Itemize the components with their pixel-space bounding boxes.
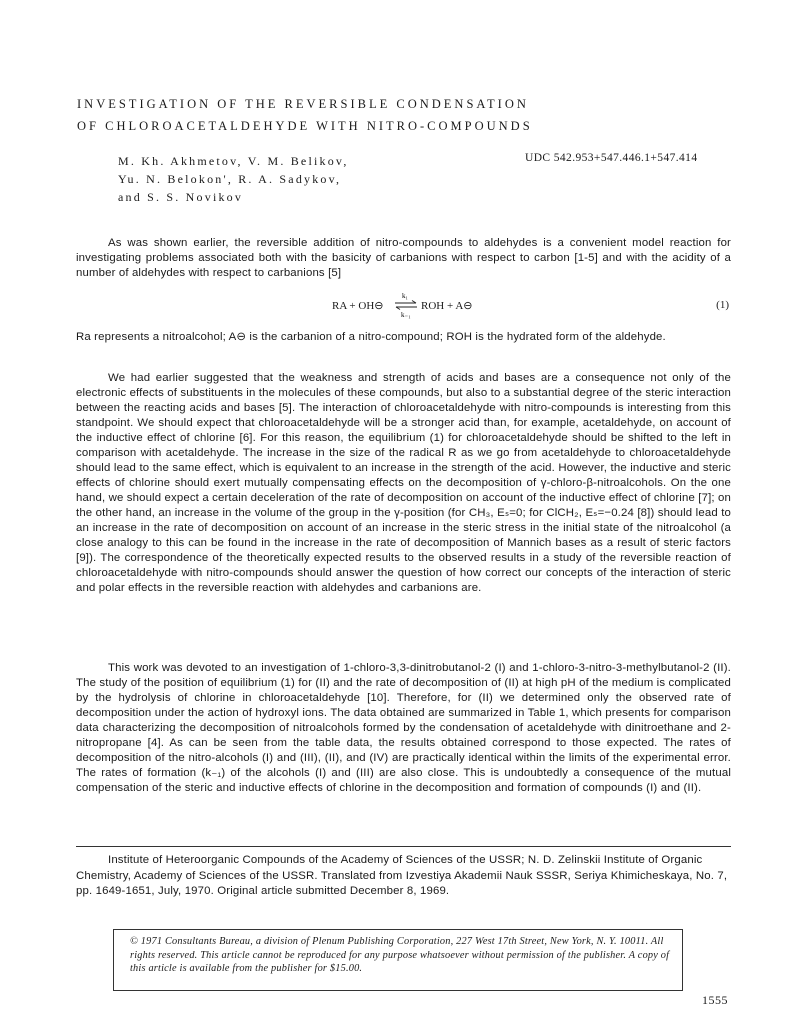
paragraph-3-text: This work was devoted to an investigation of 1-chloro-3,3-dinitrobutanol-2 (I) and 1-chloro-3-nitro-3-methylbutanol-2 (II). The study of the position of equilibrium (1) for (II) and the rate of decomposition of (II) at high pH of the medium is complicated by the hydrolysis of chlorine in chloroacetaldehyde [10]. Therefore, for (II) we determined only the observed rate of decomposition under the action of hydroxyl ions. The data obtained are summarized in Table 1, which presents for comparison data characterizing the decomposition of nitroalcohols formed by the condensation of acetaldehyde with dinitroethane and 2-nitropropane [4]. As can be seen from the table data, the results obtained correspond to those expected. The rates of decomposition of the nitro-alcohols (I) and (III), (II), and (IV) are practically identical within the limits of the experimental error. The rates of formation (k₋₁) of the alcohols (I) and (III) are also close. This is undoubtedly a consequence of the mutual compensation of the steric and inductive effects of chlorine in the decomposition and formation of compounds (I) and (II). [76, 662, 731, 794]
author-line-2: Yu. N. Belokon', R. A. Sadykov, [118, 172, 342, 186]
definition-paragraph [76, 330, 731, 345]
copyright-notice: © 1971 Consultants Bureau, a division of Plenum Publishing Corporation, 227 West 17th Street, New York, N. Y. 10011. All rights reserved. This article cannot be reproduced for any purpose whatsoever without permission of the publisher. A copy of this article is available from the publisher for $15.00. [130, 936, 670, 975]
article-title [77, 93, 717, 137]
paragraph-3 [76, 661, 731, 796]
title-line-2: OF CHLOROACETALDEHYDE WITH NITRO-COMPOUNDS [77, 119, 533, 133]
equation-1 [76, 287, 731, 327]
equation-right-side: ROH + A⊖ [421, 300, 473, 312]
footnote-divider [76, 846, 731, 847]
author-line-1: M. Kh. Akhmetov, V. M. Belikov, [118, 154, 349, 168]
udc-code: UDC 542.953+547.446.1+547.414 [525, 152, 698, 164]
paragraph-2 [76, 371, 731, 596]
equation-left-side: RA + OH⊖ [332, 300, 384, 312]
reversible-arrows-icon [393, 291, 419, 319]
rate-constant-reverse: k₋₁ [401, 311, 411, 319]
footnote [76, 853, 736, 900]
intro-paragraph [76, 236, 731, 281]
author-list [118, 152, 448, 206]
paragraph-2-text: We had earlier suggested that the weakness and strength of acids and bases are a consequence not only of the electronic effects of substituents in the molecules of these compounds, but also to a substantial degree of the steric interaction between the reacting acids and bases [5]. The interaction of chloroacetaldehyde with nitro-compounds is interesting from this standpoint. We should expect that chloroacetaldehyde will be a stronger acid than, for example, acetaldehyde, on account of the inductive effect of chlorine [6]. For this reason, the equilibrium (1) for chloroacetaldehyde should be shifted to the left in comparison with acetaldehyde. The increase in the size of the radical R as we go from acetaldehyde to chloroacetaldehyde should lead to the same effect, which is equivalent to an increase in the strength of the acid. However, the inductive and steric effects of chlorine should exert mutually compensating effects on the decomposition of γ-chloro-β-nitroalcohols. On the one hand, we should expect a certain deceleration of the rate of decomposition on account of the inductive effect of chlorine [7]; on the other hand, an increase in the volume of the group in the γ-position (for CH₃, Eₛ=0; for ClCH₂, Eₛ=−0.24 [8]) should lead to an increase in the rate of decomposition on account of an increase in the steric stress in the initial state of the nitroalcohol (a close analogy to this can be found in the increase in the rate of decomposition of Mannich bases as a result of steric factors [9]). The correspondence of the theoretically expected results to the observed results in a study of the reversible reaction of chloroacetaldehyde with nitro-compounds should answer the question of how correct our concepts of the interaction of steric and polar effects in the reversible reaction with aldehydes and carbanions are. [76, 372, 731, 594]
author-line-3: and S. S. Novikov [118, 190, 244, 204]
page-number: 1555 [702, 993, 728, 1007]
rate-constant-forward: k₁ [402, 292, 408, 300]
title-line-1: INVESTIGATION OF THE REVERSIBLE CONDENSATION [77, 97, 529, 111]
footnote-text: Institute of Heteroorganic Compounds of the Academy of Sciences of the USSR; N. D. Zelinskii Institute of Organic Chemistry, Academy of Sciences of the USSR. Translated from Izvestiya Akademii Nauk SSSR, Seriya Khimicheskaya, No. 7, pp. 1649-1651, July, 1970. Original article submitted December 8, 1969. [76, 854, 728, 897]
equation-number: (1) [716, 299, 729, 311]
copyright-box [113, 929, 683, 991]
definition-text: Ra represents a nitroalcohol; A⊖ is the carbanion of a nitro-compound; ROH is the hydrated form of the aldehyde. [76, 331, 666, 343]
intro-text: As was shown earlier, the reversible addition of nitro-compounds to aldehydes is a convenient model reaction for investigating problems associated both with the basicity of carbanions with respect to carbon [1-5] and with the acidity of a number of aldehydes with respect to carbanions [5] [76, 237, 731, 279]
